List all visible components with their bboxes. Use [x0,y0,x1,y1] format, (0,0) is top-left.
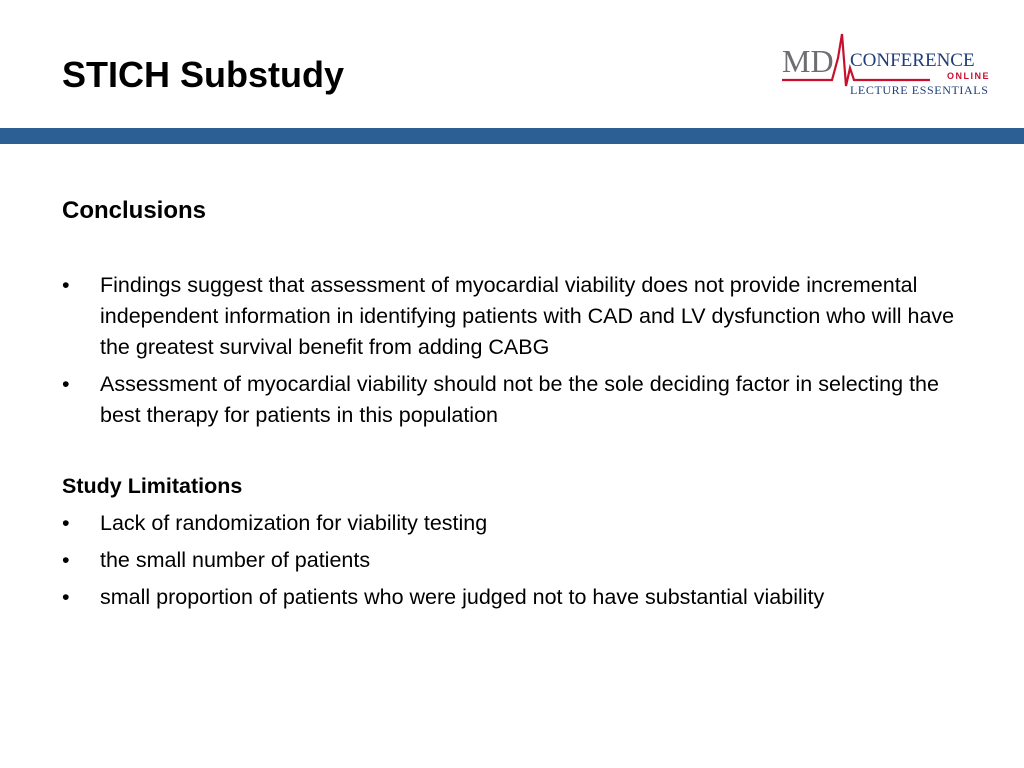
list-item-text: the small number of patients [100,548,371,572]
list-item [62,369,982,431]
slide-title: STICH Substudy [62,54,345,95]
logo-conference-text: CONFERENCE [850,50,975,71]
bullet-icon: • [62,511,70,535]
bullet-icon: • [62,273,70,297]
list-item [62,270,982,363]
logo-tagline-text: LECTURE ESSENTIALS [850,83,989,97]
limitations-list [62,508,982,613]
logo-online-text: ONLINE [947,71,991,81]
md-conference-logo [780,28,996,98]
bullet-icon: • [62,548,70,572]
logo-md-text: MD [782,43,834,79]
limitations-heading: Study Limitations [62,474,243,498]
header-band [0,128,1024,144]
section-spacer [62,437,982,471]
conclusions-heading: Conclusions [62,197,207,224]
list-item-text: Findings suggest that assessment of myocardial viability does not provide incremental independent information in identifying patients with CAD and LV dysfunction who will have the greatest survival benefit from adding CABG [100,273,955,359]
logo-graphic [780,28,996,98]
bullet-icon: • [62,372,70,396]
list-item [62,545,982,576]
list-item-text: small proportion of patients who were judged not to have substantial viability [100,585,825,609]
list-item-text: Assessment of myocardial viability should not be the sole deciding factor in selecting the best therapy for patients in this population [100,372,939,427]
slide-content [62,192,982,619]
list-item [62,582,982,613]
bullet-icon: • [62,585,70,609]
list-item [62,508,982,539]
conclusions-list [62,270,982,431]
list-item-text: Lack of randomization for viability testing [100,511,488,535]
